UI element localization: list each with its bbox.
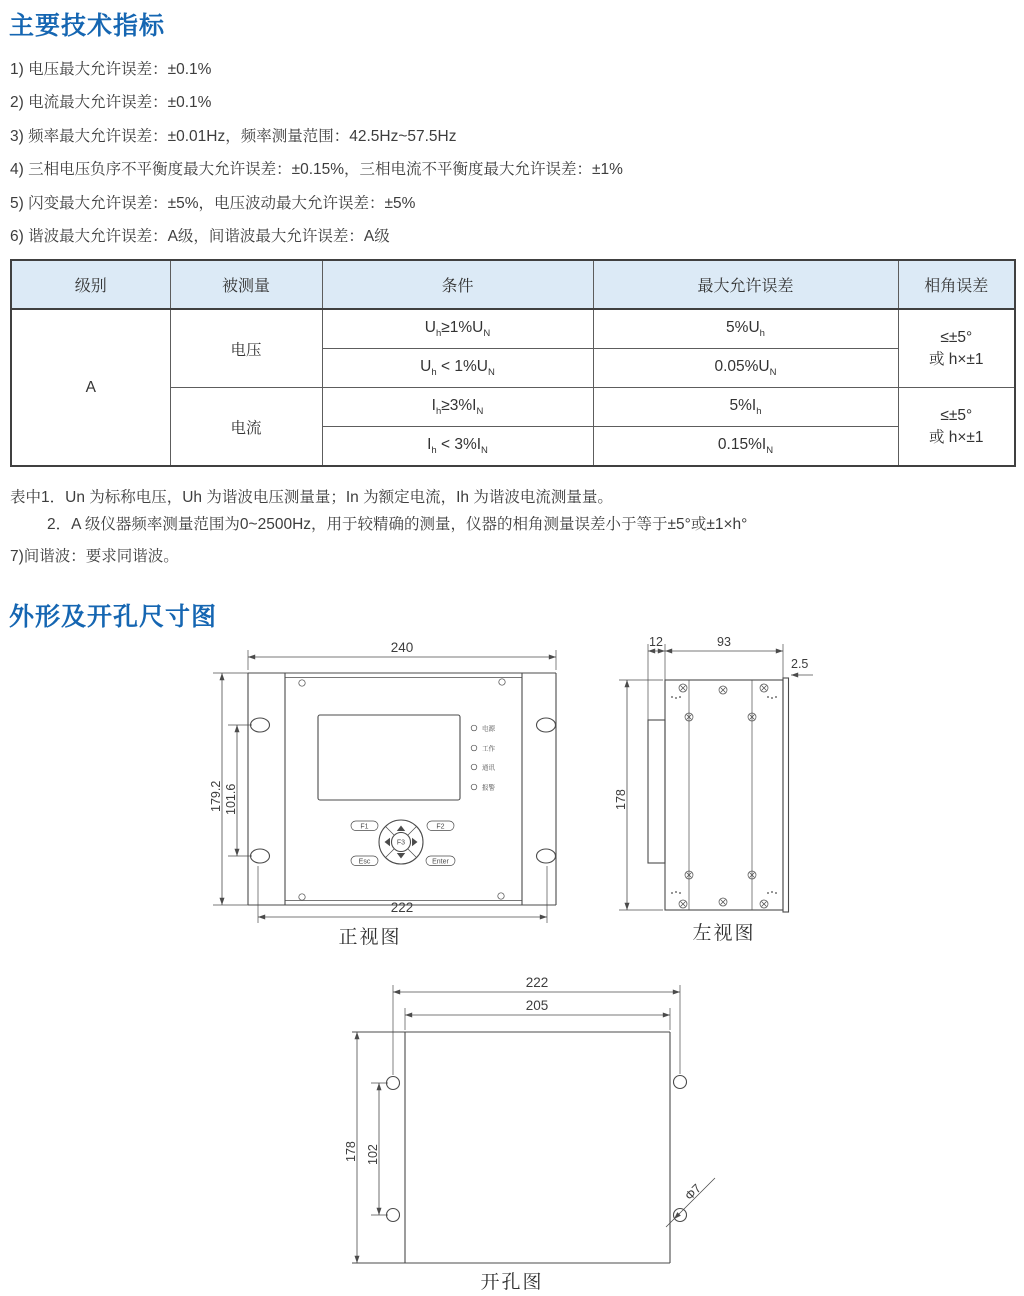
dim-width-overall: 240 [390,640,414,655]
led-comm [471,764,477,770]
left-view-drawing [585,636,840,954]
dim-cut-width: 205 [525,998,549,1013]
lcd-screen [318,715,460,800]
left-view-label: 左视图 [692,923,756,944]
cell-condition: $I_h < 3\%I_N$ [322,427,593,467]
right-arrow-icon [412,838,418,846]
led-alarm [471,784,477,790]
front-panel-edge [783,678,789,912]
mount-hole [387,1209,400,1222]
case-screw [719,686,727,694]
table-notes [10,485,747,538]
dim-height-mount: 101.6 [224,783,238,815]
dim-width-mount: 222 [390,900,414,915]
spec-item-7: 7)间谐波：要求同谐波。 [10,548,179,565]
spec-list [10,53,623,253]
cutout-drawing [330,975,730,1296]
panel-screw [299,894,305,900]
accuracy-class-table [10,259,1016,467]
left-arrow-icon [385,838,391,846]
f3-button-label: F3 [396,839,406,847]
phase-error-line: 或 h×±1 [928,428,984,446]
led-label-power: 电源 [482,725,495,733]
section-title-dimensions: 外形及开孔尺寸图 [9,603,218,631]
mount-hole [251,718,270,732]
dim-height-overall: 179.2 [209,780,223,812]
case-screw [760,684,768,692]
led-power [471,725,477,731]
led-label-comm: 通讯 [482,764,495,772]
panel-screw [299,680,305,686]
cell-condition: $U_h\ge 1\%U_N$ [322,309,593,349]
front-view-leds [471,724,495,792]
mount-hole [674,1209,687,1222]
spec-item-2: 2) 电流最大允许误差：±0.1% [10,94,212,112]
f2-button-label: F2 [436,823,445,831]
col-header-max-error: 最大允许误差 [593,260,898,309]
front-view-body [248,673,556,905]
dim-height: 178 [614,789,628,810]
left-view-body [648,678,789,912]
case-screw [679,684,687,692]
cell-phase-error-current [898,388,1015,467]
panel-screw [499,679,505,685]
cutout-view-label: 开孔图 [480,1272,544,1293]
led-run [471,745,477,751]
cell-phase-error-voltage [898,309,1015,388]
spec-item-3: 3) 频率最大允许误差：±0.01Hz，频率测量范围：42.5Hz~57.5Hz [10,127,457,145]
esc-button-label: Esc [358,858,371,866]
col-header-measured: 被测量 [170,260,322,309]
table-header-row [11,260,1015,309]
table-row [11,309,1015,349]
cell-measured-current: 电流 [170,388,322,467]
cutout-dimensions [344,975,715,1263]
front-view-keypad [351,820,455,866]
cell-max-error: $5\%I_h$ [593,388,898,427]
led-label-alarm: 报警 [482,784,495,792]
cell-max-error: $0.15\%I_N$ [593,427,898,467]
mount-hole [387,1077,400,1090]
cutout-outline [352,1032,687,1263]
cell-max-error: $5\%U_h$ [593,309,898,349]
mount-hole [251,849,270,863]
spec-item-4: 4) 三相电压负序不平衡度最大允许误差：±0.15%，三相电流不平衡度最大允许误差：±1% [10,161,623,179]
front-view-drawing [205,640,561,954]
up-arrow-icon [397,826,405,832]
cell-condition: $U_h < 1\%U_N$ [322,349,593,388]
device-body [665,680,783,910]
enter-button-label: Enter [432,858,449,866]
dim-front-depth: 12 [649,635,663,649]
section-title-main-specs: 主要技术指标 [9,12,166,40]
down-arrow-icon [397,853,405,859]
cell-measured-voltage: 电压 [170,309,322,388]
col-header-level: 级别 [11,260,170,309]
col-header-phase-error: 相角误差 [898,260,1015,309]
mount-hole [537,849,556,863]
front-view-dimensions [209,640,556,923]
table-note-1: 表中1．Un 为标称电压，Uh 为谐波电压测量量；In 为额定电流，Ih 为谐波电流测量量。 [10,489,613,506]
cell-max-error: $0.05\%U_N$ [593,349,898,388]
spec-item-1: 1) 电压最大允许误差：±0.1% [10,61,212,78]
col-header-condition: 条件 [322,260,593,309]
led-label-run: 工作 [482,745,495,753]
case-screw [719,898,727,906]
front-view-label: 正视图 [338,927,402,948]
mount-hole [537,718,556,732]
phase-error-line: 或 h×±1 [928,350,984,368]
cell-level: A [11,309,170,466]
dim-hole-vspan: 102 [366,1144,380,1165]
spec-item-6: 6) 谐波最大允许误差：A级，间谐波最大允许误差：A级 [10,228,390,246]
left-view-screws [671,684,777,908]
dim-hole-dia: Φ7 [682,1181,705,1204]
dim-body-depth: 93 [717,635,731,649]
dim-panel-thickness: 2.5 [791,657,809,671]
rear-connector [648,720,665,863]
case-screw [679,900,687,908]
dim-hole-span: 222 [525,975,549,990]
cell-condition: $I_h\ge 3\%I_N$ [322,388,593,427]
vent-dots [671,696,777,894]
phase-error-line: ≤±5° [940,328,973,346]
panel-screw [498,893,504,899]
table-note-2: 2．A 级仪器频率测量范围为0~2500Hz，用于较精确的测量，仪器的相角测量误差小于等于±5°或±1×h° [47,515,748,533]
phase-error-line: ≤±5° [940,406,973,424]
dim-cut-height: 178 [344,1141,358,1162]
spec-item-5: 5) 闪变最大允许误差：±5%，电压波动最大允许误差：±5% [10,194,416,212]
f1-button-label: F1 [360,823,369,831]
case-screw [760,900,768,908]
mount-hole [674,1076,687,1089]
